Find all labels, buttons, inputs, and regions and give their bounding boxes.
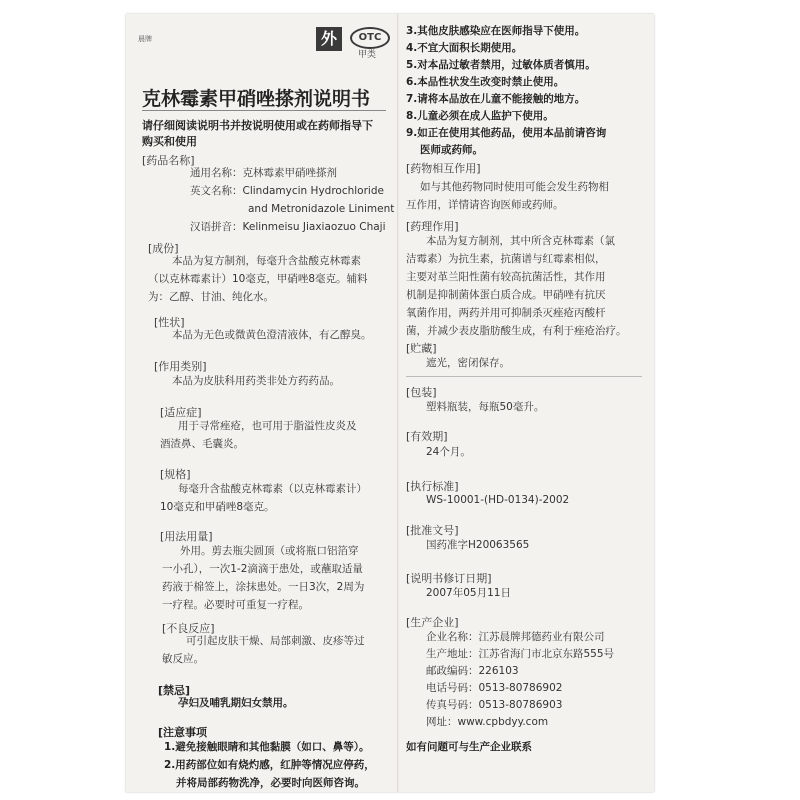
warning-line-1: 请仔细阅读说明书并按说明使用或在药师指导下 [142,119,373,132]
standard-line-1: WS-10001-(HD-0134)-2002 [426,494,570,506]
section-specification-heading: [ 规格 ] [160,466,191,482]
pinyin-name: 汉语拼音：Kelinmeisu Jiaxiaozuo Chaji [190,221,386,233]
pharmacology-line-4: 机制是抑制菌体蛋白质合成。甲硝唑有抗厌 [406,289,606,301]
manufacturer-website: 网址：www.cpbdyy.com [426,716,549,728]
section-indications-heading: [ 适应症 ] [160,404,202,420]
manufacturer-name: 企业名称：江苏晨牌邦德药业有限公司 [426,631,605,643]
package-line-1: 塑料瓶装，每瓶50毫升。 [426,401,545,413]
divider-storage [406,376,642,377]
section-dosage-heading: [ 用法用量 ] [160,528,213,544]
section-interactions-heading: [ 药物相互作用 ] [406,160,481,176]
external-use-badge: 外 [316,27,342,51]
section-contraindications-heading: [ 禁忌 ] [158,682,190,698]
contraindications-line-1: 孕妇及哺乳期妇女禁用。 [178,697,294,709]
section-properties-heading: [ 性状 ] [154,314,185,330]
adverse-line-2: 敏反应。 [162,653,204,665]
english-name-1: 英文名称：Clindamycin Hydrochloride [190,185,384,197]
storage-line-1: 遮光，密闭保存。 [426,357,510,369]
manufacturer-address: 生产地址：江苏省海门市北京东路555号 [426,648,615,660]
interactions-line-1: 如与其他药物同时使用可能会发生药物相 [420,181,609,193]
warning-line-2: 购买和使用 [142,135,197,148]
category-line-1: 本品为皮肤科用药类非处方药药品。 [172,375,340,387]
contact-note: 如有问题可与生产企业联系 [406,741,532,753]
precaution-item-9a: 9.如正在使用其他药品，使用本品前请咨询 [406,127,607,139]
fold-line [397,14,399,792]
section-manufacturer-heading: [ 生产企业 ] [406,614,459,630]
section-pharmacology-heading: [ 药理作用 ] [406,218,459,234]
document-title: 克林霉素甲硝唑搽剂说明书 [142,88,371,110]
precaution-item-2a: 2.用药部位如有烧灼感，红肿等情况应停药， [164,759,375,771]
otc-badge: OTC [350,27,390,49]
precaution-item-9b: 医师或药师。 [420,144,483,156]
interactions-line-2: 互作用，详情请咨询医师或药师。 [406,199,564,211]
precaution-item-3: 3.其他皮肤感染应在医师指导下使用。 [406,25,586,37]
precaution-item-7: 7.请将本品放在儿童不能接触的地方。 [406,93,586,105]
section-revision-heading: [ 说明书修订日期 ] [406,570,492,586]
pharmacology-line-3: 主要对革兰阳性菌有较高抗菌活性，其作用 [406,271,606,283]
indications-line-2: 酒渣鼻、毛囊炎。 [160,438,244,450]
precaution-item-5: 5.对本品过敏者禁用，过敏体质者慎用。 [406,59,596,71]
composition-line-2: （以克林霉素计）10毫克，甲硝唑8毫克。辅料 [148,273,368,285]
section-composition-heading: [ 成份 ] [148,240,179,256]
section-precautions-heading: [ 注意事项 [158,724,207,740]
english-name-2: and Metronidazole Liniment [248,203,395,215]
precaution-item-6: 6.本品性状发生改变时禁止使用。 [406,76,565,88]
precaution-item-1: 1.避免接触眼睛和其他黏膜（如口、鼻等）。 [164,741,370,753]
precaution-item-2b: 并将局部药物洗净，必要时向医师咨询。 [176,777,365,789]
approval-line-1: 国药准字H20063565 [426,539,530,551]
pharmacology-line-1: 本品为复方制剂，其中所含克林霉素（氯 [426,235,615,247]
revision-line-1: 2007年05月11日 [426,587,511,599]
properties-line-1: 本品为无色或微黄色澄清液体，有乙醇臭。 [172,329,372,341]
dosage-line-1: 外用。剪去瓶尖圆顶（或将瓶口铝箔穿 [180,545,359,557]
section-package-heading: [ 包装 ] [406,384,437,400]
manufacturer-postcode: 邮政编码：226103 [426,665,519,677]
title-rule [142,110,386,111]
composition-line-1: 本品为复方制剂，每毫升含盐酸克林霉素 [172,255,361,267]
indications-line-1: 用于寻常痤疮，也可用于脂溢性皮炎及 [178,420,357,432]
dosage-line-3: 药液于棉签上，涂抹患处。一日3次，2周为 [162,581,365,593]
composition-line-3: 为：乙醇、甘油、纯化水。 [148,291,274,303]
section-validity-heading: [ 有效期 ] [406,428,448,444]
generic-name: 通用名称：克林霉素甲硝唑搽剂 [190,167,337,179]
section-storage-heading: [ 贮藏 ] [406,340,437,356]
precaution-item-4: 4.不宜大面积长期使用。 [406,42,523,54]
brand-small-text: 晨牌 [138,35,152,43]
precaution-item-8: 8.儿童必须在成人监护下使用。 [406,110,554,122]
pharmacology-line-6: 菌，并减少表皮脂肪酸生成，有利于痤疮治疗。 [406,325,627,337]
specification-line-2: 10毫克和甲硝唑8毫克。 [160,501,275,513]
manufacturer-phone: 电话号码：0513-80786902 [426,682,563,694]
section-drug-name-heading: [ 药品名称 ] [142,152,195,168]
section-approval-heading: [ 批准文号 ] [406,522,459,538]
section-standard-heading: [ 执行标准 ] [406,478,459,494]
specification-line-1: 每毫升含盐酸克林霉素（以克林霉素计） [178,483,367,495]
otc-class-label: 甲类 [358,50,377,60]
dosage-line-4: 一疗程。必要时可重复一疗程。 [162,599,309,611]
validity-line-1: 24个月。 [426,446,471,458]
section-category-heading: [ 作用类别 ] [154,358,207,374]
dosage-line-2: 一小孔），一次1-2滴滴于患处，或蘸取适量 [162,563,363,575]
section-adverse-heading: [ 不良反应 ] [162,620,215,636]
manufacturer-fax: 传真号码：0513-80786903 [426,699,563,711]
pharmacology-line-5: 氧菌作用，两药并用可抑制杀灭痤疮丙酸杆 [406,307,606,319]
pharmacology-line-2: 洁霉素）为抗生素，抗菌谱与红霉素相似， [406,253,606,265]
adverse-line-1: 可引起皮肤干燥、局部刺激、皮疹等过 [186,635,365,647]
